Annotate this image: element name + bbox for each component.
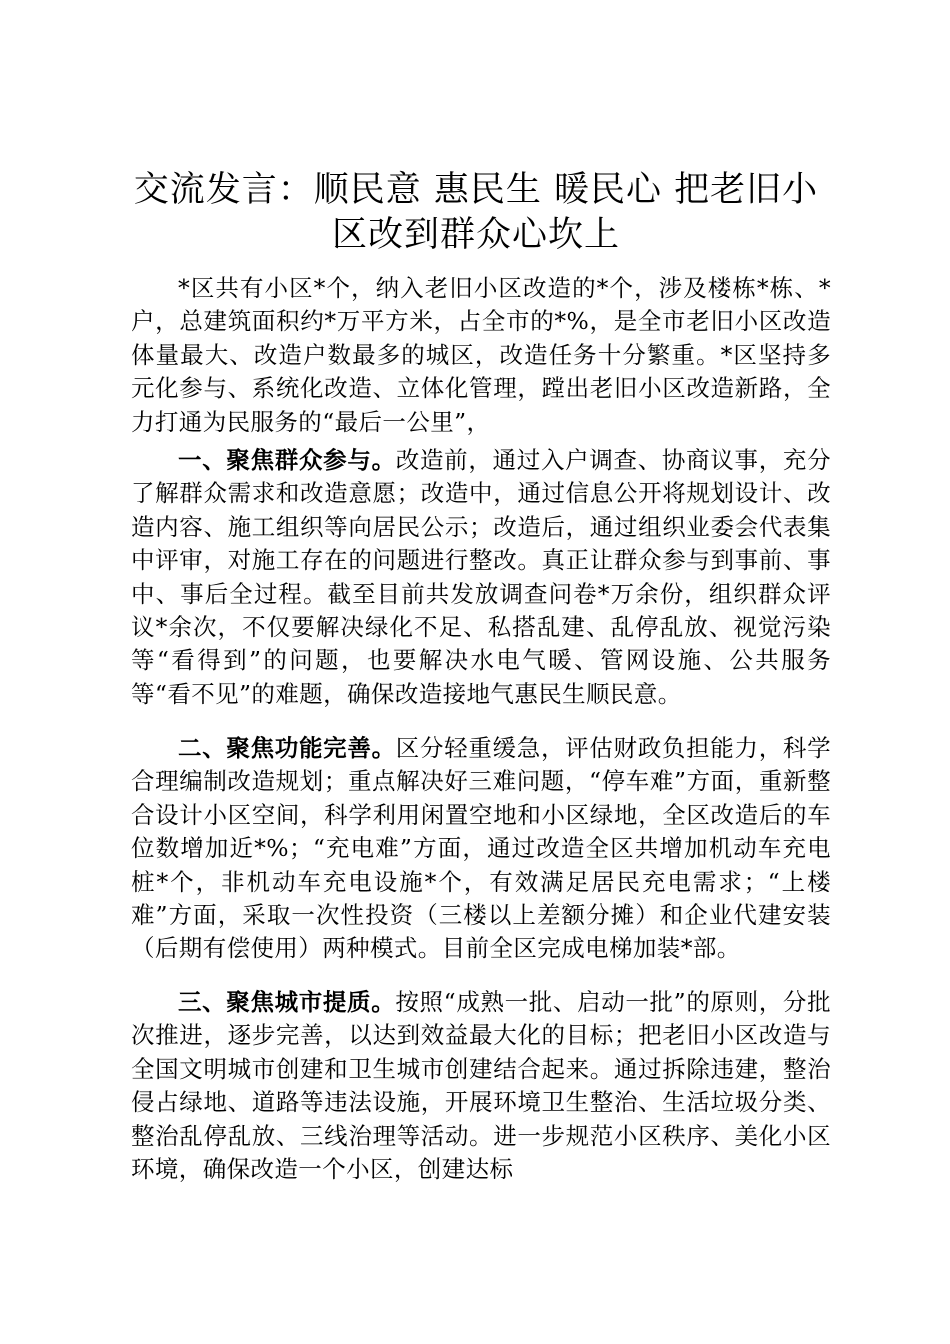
section-heading-3: 三、聚焦城市提质。 bbox=[178, 988, 396, 1016]
section-paragraph-2 bbox=[131, 732, 831, 966]
document-title: 交流发言：顺民意 惠民生 暖民心 把老旧小区改到群众心坎上 bbox=[133, 170, 819, 255]
section-body-3: 按照“成熟一批、启动一批”的原则，分批次推进，逐步完善，以达到效益最大化的目标；把老旧小区改造与全国文明城市创建和卫生城市创建结合起来。通过拆除违建，整治侵占绿地、道路等违法设施，开展环境卫生整治、生活垃圾分类、整治乱停乱放、三线治理等活动。进一步规范小区秩序、美化小区环境，确保改造一个小区，创建达标 bbox=[131, 988, 831, 1184]
section-paragraph-1 bbox=[131, 444, 831, 711]
section-paragraph-3 bbox=[131, 986, 831, 1186]
section-body-2: 区分轻重缓急，评估财政负担能力，科学合理编制改造规划；重点解决好三难问题，“停车难”方面，重新整合设计小区空间，科学利用闲置空地和小区绿地，全区改造后的车位数增加近*%；“充电难”方面，通过改造全区共增加机动车充电桩*个，非机动车充电设施*个，有效满足居民充电需求；“上楼难”方面，采取一次性投资（三楼以上差额分摊）和企业代建安装（后期有偿使用）两种模式。目前全区完成电梯加装*部。 bbox=[131, 734, 831, 963]
section-body-1: 改造前，通过入户调查、协商议事，充分了解群众需求和改造意愿；改造中，通过信息公开将规划设计、改造内容、施工组织等向居民公示；改造后，通过组织业委会代表集中评审，对施工存在的问题进行整改。真正让群众参与到事前、事中、事后全过程。截至目前共发放调查问卷*万余份，组织群众评议*余次，不仅要解决绿化不足、私搭乱建、乱停乱放、视觉污染等“看得到”的问题，也要解决水电气暖、管网设施、公共服务等“看不见”的难题，确保改造接地气惠民生顺民意。 bbox=[131, 446, 831, 708]
section-heading-2: 二、聚焦功能完善。 bbox=[178, 734, 396, 762]
intro-paragraph: *区共有小区*个，纳入老旧小区改造的*个，涉及楼栋*栋、*户，总建筑面积约*万平方米，占全市的*%，是全市老旧小区改造体量最大、改造户数最多的城区，改造任务十分繁重。*区坚持多元化参与、系统化改造、立体化管理，蹚出老旧小区改造新路，全力打通为民服务的“最后一公里”， bbox=[131, 274, 831, 436]
section-heading-1: 一、聚焦群众参与。 bbox=[178, 446, 396, 474]
